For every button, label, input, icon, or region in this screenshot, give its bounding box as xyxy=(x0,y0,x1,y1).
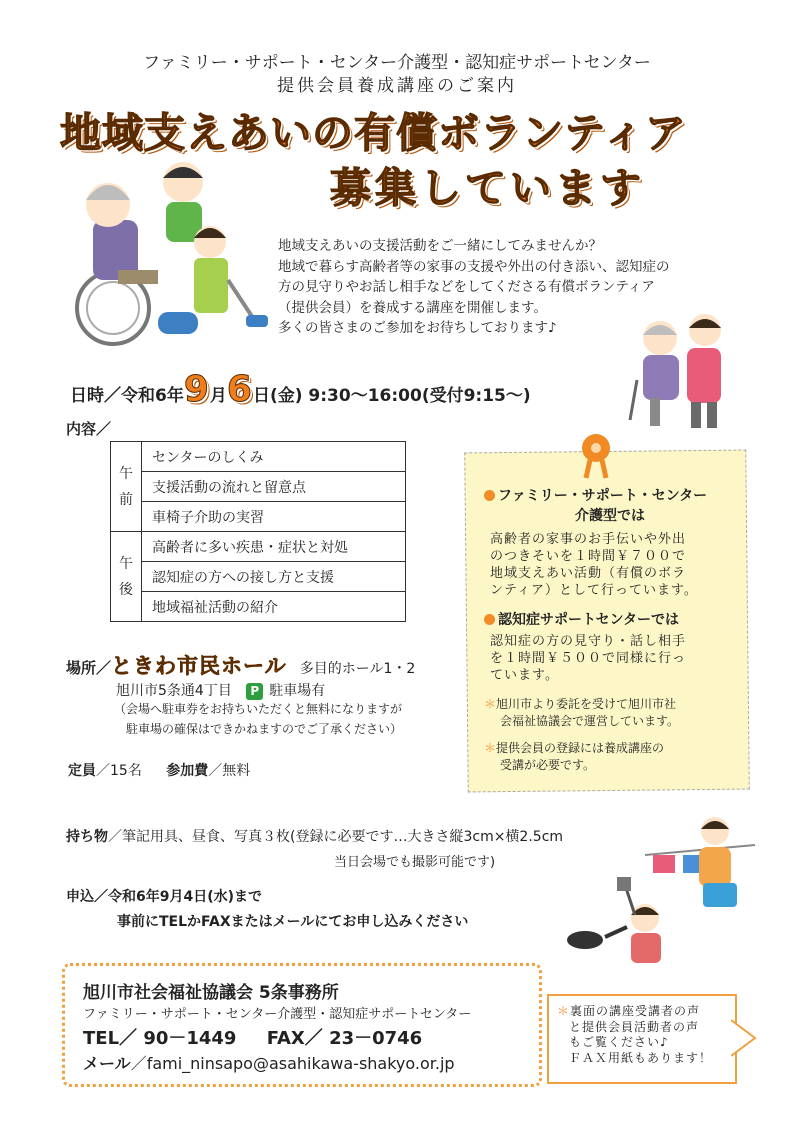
venue-row xyxy=(66,650,415,680)
schedule-item: 高齢者に多い疾患・症状と対処 xyxy=(142,532,406,562)
note-heading-1b: 介護型では xyxy=(575,508,645,524)
note-line: 地域支えあい活動（有償のボラ xyxy=(490,566,687,581)
parking-note-line: （会場へ駐車券をお持ちいただくと無料になりますが xyxy=(114,702,403,716)
pin-icon xyxy=(576,428,616,480)
note-paragraph-1 xyxy=(484,531,736,599)
tel-label[interactable]: TEL xyxy=(83,1028,120,1049)
contact-mail-row xyxy=(83,1051,455,1074)
intro-text xyxy=(278,236,670,339)
items-label: 持ち物 xyxy=(66,829,108,845)
note-line: 会福祉協議会で運営しています。 xyxy=(500,714,680,728)
walking-support-illustration xyxy=(625,310,735,430)
table-row xyxy=(111,442,406,472)
items-note: 当日会場でも撮影可能です) xyxy=(334,855,496,870)
fee-label: 参加費 xyxy=(166,763,209,779)
contact-phone-row xyxy=(83,1024,422,1050)
venue-label: 場所 xyxy=(66,659,97,677)
venue-sep: ／ xyxy=(96,659,112,677)
schedule-item: 支援活動の流れと留意点 xyxy=(142,472,406,502)
capacity-value: ／15名 xyxy=(96,763,142,779)
date-era: 令和6年 xyxy=(121,386,184,406)
callout-line: もご覧ください♪ xyxy=(569,1035,669,1049)
slot-char: 後 xyxy=(119,581,133,598)
note-heading-text: ファミリー・サポート・センター xyxy=(498,488,708,504)
date-month: 9 xyxy=(183,369,210,410)
fax-label: FAX xyxy=(266,1028,305,1049)
note-line: 高齢者の家事のお手伝いや外出 xyxy=(490,532,687,547)
date-day: 6 xyxy=(226,369,253,410)
tel-value[interactable]: ／ 90－1449 xyxy=(119,1028,237,1049)
callout-text xyxy=(557,1004,712,1066)
orange-dot-icon xyxy=(484,490,495,501)
orange-dot-icon xyxy=(484,614,495,625)
table-row xyxy=(111,532,406,562)
note-heading-text: 認知症サポートセンターでは xyxy=(498,612,680,628)
note-asterisk-2 xyxy=(484,740,736,774)
date-sep: ／ xyxy=(104,386,121,406)
main-title-line2: 募集しています xyxy=(330,164,645,212)
arrow-right-icon xyxy=(731,1018,757,1058)
content-heading xyxy=(66,418,111,439)
note-line: 認知症の方の見守り・話し相手 xyxy=(490,634,687,649)
note-paragraph-2 xyxy=(484,633,736,684)
note-line: ンティア）として行っています。 xyxy=(490,583,698,598)
venue-address: 旭川市5条通4丁目 xyxy=(116,683,232,699)
parking-note-line: 駐車場の確保はできかねますのでご了承ください） xyxy=(126,722,403,736)
note-heading-1 xyxy=(484,485,736,505)
note-line: ています。 xyxy=(490,668,559,683)
schedule-table xyxy=(110,441,406,622)
note-asterisk-1 xyxy=(484,696,736,730)
slot-char: 前 xyxy=(119,491,133,508)
mail-label: メール xyxy=(83,1054,131,1073)
intro-line: （提供会員）を養成する講座を開催します。 xyxy=(278,299,547,316)
slot-char: 午 xyxy=(119,555,133,572)
apply-method: 事前にTELかFAXまたはメールにてお申し込みください xyxy=(117,914,469,930)
asterisk-icon: ＊ xyxy=(484,697,497,711)
venue-address-row xyxy=(116,680,325,700)
parking-icon: P xyxy=(246,683,263,700)
apply-deadline: 申込／令和6年9月4日(水)まで xyxy=(66,889,263,905)
fee-value: ／無料 xyxy=(208,763,251,779)
items-row xyxy=(66,826,563,846)
schedule-item: センターのしくみ xyxy=(142,442,406,472)
table-row xyxy=(111,592,406,622)
table-row xyxy=(111,502,406,532)
intro-line: 地域支えあいの支援活動をご一緒にしてみませんか？ xyxy=(278,238,602,254)
note-heading-2 xyxy=(484,609,736,629)
capacity-row xyxy=(68,760,250,780)
schedule-item: 認知症の方への接し方と支援 xyxy=(142,562,406,592)
schedule-item: 車椅子介助の実習 xyxy=(142,502,406,532)
contact-org: 旭川市社会福祉協議会 5条事務所 xyxy=(83,983,339,1003)
content-sep: ／ xyxy=(96,420,112,438)
note-line: のつきそいを１時間￥７００で xyxy=(490,549,687,564)
callout-line: ＦＡＸ用紙もあります！ xyxy=(569,1050,713,1065)
callout-line: 裏面の講座受講者の声 xyxy=(570,1004,701,1018)
note-line: 提供会員の登録には養成講座の xyxy=(496,741,665,755)
note-line: 受講が必要です。 xyxy=(500,758,596,772)
callout-line: と提供会員活動者の声 xyxy=(569,1019,700,1034)
date-label: 日時 xyxy=(70,386,104,406)
intro-line: 地域で暮らす高齢者等の家事の支援や外出の付き添い、認知症の xyxy=(278,258,670,275)
date-row xyxy=(70,369,531,410)
fax-value: ／ 23－0746 xyxy=(304,1028,423,1049)
schedule-item: 地域福祉活動の紹介 xyxy=(142,592,406,622)
asterisk-icon: ＊ xyxy=(484,741,497,755)
capacity-label: 定員 xyxy=(68,763,96,779)
course-line: 提供会員養成講座のご案内 xyxy=(277,76,517,96)
table-row xyxy=(111,472,406,502)
date-time: (金) 9:30～16:00(受付9:15～) xyxy=(269,386,531,406)
content-label: 内容 xyxy=(66,420,97,438)
asterisk-icon: ＊ xyxy=(557,1004,571,1018)
contact-box xyxy=(62,963,542,1087)
intro-line: 方の見守りやお話し相手などをしてくださる有償ボランティア xyxy=(278,279,655,295)
main-title-line1: 地域支えあいの有償ボランティア xyxy=(60,109,687,157)
date-day-unit: 日 xyxy=(252,386,270,406)
housework-illustration xyxy=(565,815,765,965)
org-line: ファミリー・サポート・センター介護型・認知症サポートセンター xyxy=(143,53,651,73)
mail-value[interactable]: ／fami_ninsapo@asahikawa-shakyo.or.jp xyxy=(130,1054,455,1073)
slot-morning xyxy=(111,442,142,532)
table-row xyxy=(111,562,406,592)
venue-name: ときわ市民ホール xyxy=(111,654,287,678)
note-line: 旭川市より委託を受けて旭川市社 xyxy=(496,697,677,711)
parking-text: 駐車場有 xyxy=(269,683,326,699)
slot-char: 午 xyxy=(119,465,133,482)
date-month-unit: 月 xyxy=(209,386,227,406)
note-content xyxy=(484,485,736,774)
caregivers-illustration xyxy=(58,160,273,355)
contact-sub: ファミリー・サポート・センター介護型・認知症サポートセンター xyxy=(83,1007,472,1022)
slot-afternoon xyxy=(111,532,142,622)
parking-note xyxy=(114,699,402,739)
note-line: を１時間￥５００で同様に行っ xyxy=(490,651,687,666)
venue-room: 多目的ホール1・2 xyxy=(299,661,416,677)
intro-line: 多くの皆さまのご参加をお待ちしております♪ xyxy=(278,320,557,336)
items-value: ／筆記用具、昼食、写真３枚(登録に必要です…大きさ縦3cm×横2.5cm xyxy=(108,829,564,845)
